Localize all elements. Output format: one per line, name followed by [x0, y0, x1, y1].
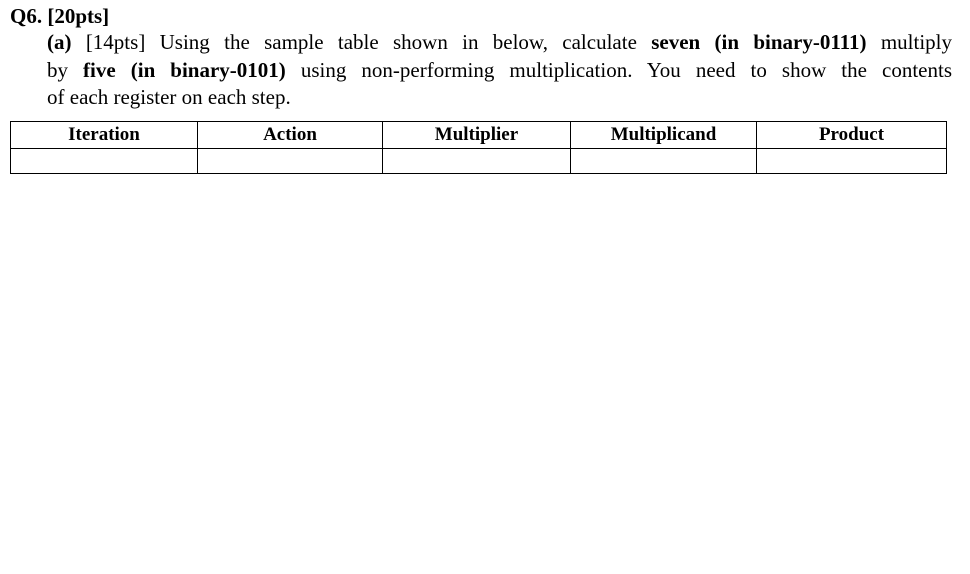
cell-iteration [11, 149, 198, 174]
question-text-2: multiply [880, 30, 953, 54]
header-action: Action [198, 122, 383, 149]
header-multiplier: Multiplier [383, 122, 571, 149]
cell-multiplier [383, 149, 571, 174]
question-line-3 [47, 84, 952, 112]
question-line-2 [47, 57, 952, 85]
header-multiplicand: Multiplicand [571, 122, 757, 149]
question-text-5: of each register on each step. [47, 85, 291, 109]
cell-product [757, 149, 947, 174]
cell-multiplicand [571, 149, 757, 174]
header-iteration: Iteration [11, 122, 198, 149]
operand-five: five (in binary-0101) [83, 57, 286, 82]
cell-action [198, 149, 383, 174]
question-body [47, 29, 952, 112]
question-line-1 [47, 29, 952, 57]
multiplication-step-table [10, 121, 947, 174]
question-text-3: by [47, 57, 68, 82]
points-label: [14pts] [85, 30, 146, 54]
part-label: (a) [47, 30, 72, 54]
question-text-1: Using the sample table shown in below, calculate [159, 30, 637, 54]
header-product: Product [757, 122, 947, 149]
operand-seven: seven (in binary-0111) [651, 30, 867, 54]
question-text-4: using non-performing multiplication. You need to show the contents [300, 57, 952, 82]
table-row [11, 149, 947, 174]
question-title: Q6. [20pts] [10, 4, 110, 28]
table-header-row [11, 122, 947, 149]
